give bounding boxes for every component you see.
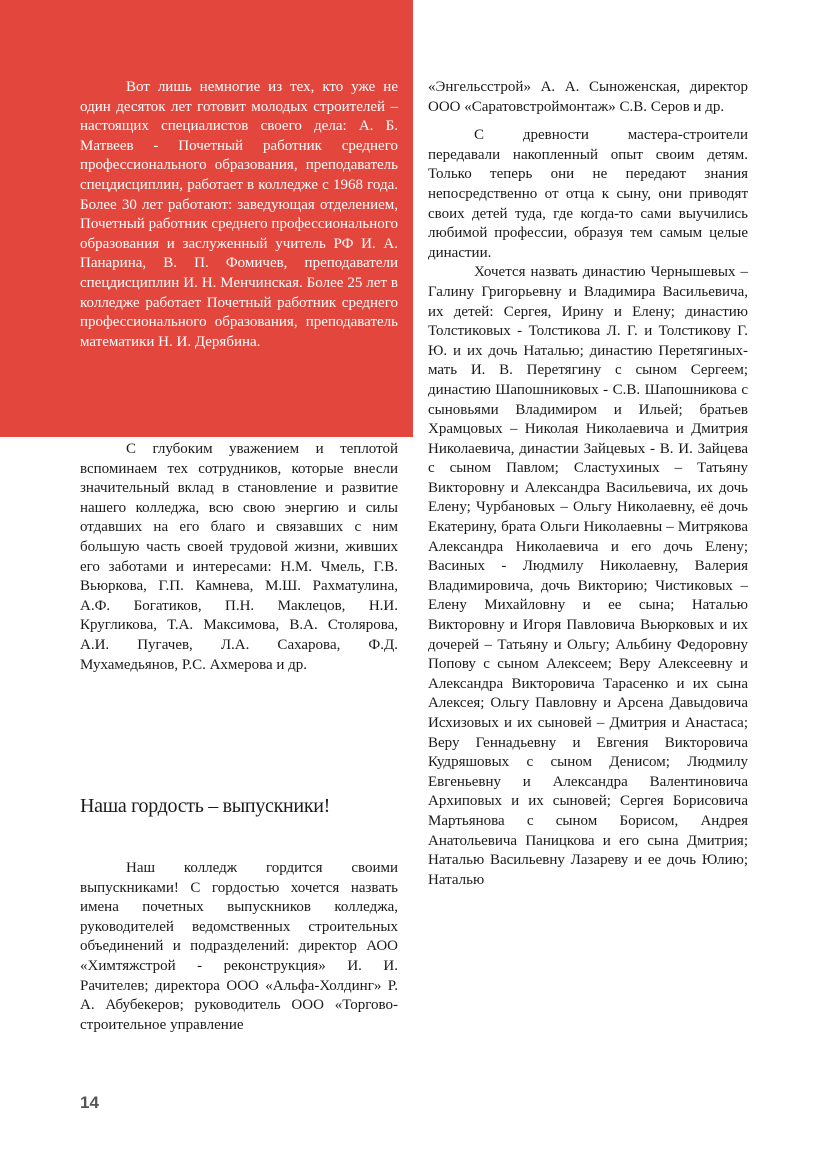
dynasties-paragraph: Хочется назвать династию Чернышевых – Галину Григорьевну и Владимира Васильевича, их детей: Сергея, Ирину и Елену; династию Толстиковых - Толстикова Л. Г. и Толстикову Г. Ю. и их дочь Наталью; династию Перетягиных- мать И. В. Перетягину с сыном Сергеем; династию Шапошниковых - С.В. Шапошникова с сыновьями Владимиром и Ильей; братьев Храмцовых – Николая Николаевича и Дмитрия Николаевича, династии Зайцевых - В. И. Зайцева с сыном Павлом; Сластухиных – Татьяну Викторовну и Александра Васильевича, их дочь Елену; Чурбановых – Ольгу Николаевну, её дочь Екатерину, брата Ольги Николаевны – Митрякова Александра Николаевича и его дочь Елену; Васиных - Людмилу Николаевну, Валерия Владимировича, дочь Викторию; Чистиковых – Елену Михайловну и ее сына; Наталью Викторовну и Игоря Павловича Вьюрковых и их дочерей – Татьяну и Ольгу; Альбину Федоровну Попову с сыном Алексеем; Веру Алексеевну и Александра Викторовича Тарасенко и их сына Алексея; Ольгу Павловну и Арсена Давыдовича Исхизовых и их сыновей – Дмитрия и Анастаса; Веру Геннадьевну и Евгения Викторовича Кудряшовых с сыном Денисом; Людмилу Евгеньевну и Александра Валентиновича Архиповых и их сыновей; Сергея Борисовича Мартьянова с сыном Борисом, Андрея Анатольевича Паницкова и его сына Дмитрия; Наталью Васильевну Лазареву и ее дочь Юлию; Наталью — [428, 264, 748, 888]
section-heading: Наша гордость – выпускники! — [80, 795, 331, 817]
left-column-middle — [80, 440, 398, 675]
right-paragraph-1: «Энгельсстрой» А. А. Сыноженская, директор ООО «Саратовстроймонтаж» С.В. Серов и др. — [428, 79, 748, 115]
left-column-top — [80, 78, 398, 352]
graduates-paragraph: Наш колледж гордится своими выпускниками! С гордостью хочется назвать имена почетных выпускников колледжа, руководителей ведомственных строительных объединений и подразделений: директор АОО «Химтяжстрой - реконструкция» И. И. Рачителев; директора ООО «Альфа-Холдинг» Р. А. Абубекеров; руководитель ООО «Торгово-строительное управление — [80, 860, 398, 1033]
left-column-bottom — [80, 859, 398, 1035]
colleagues-paragraph: С глубоким уважением и теплотой вспоминаем тех сотрудников, которые внесли значительный вклад в становление и развитие нашего колледжа, всю свою энергию и силы отдавших на его благо и связавших с ним большую часть своей трудовой жизни, живших его заботами и интересами: Н.М. Чмель, Г.В. Вьюркова, Г.П. Камнева, М.Ш. Рахматулина, А.Ф. Богатиков, П.Н. Маклецов, Н.И. Кругликова, Т.А. Максимова, В.А. Столярова, А.И. Пугачев, Л.А. Сахарова, Ф.Д. Мухамедьянов, Р.С. Ахмерова и др. — [80, 441, 398, 673]
right-column — [428, 78, 748, 890]
masters-paragraph: Вот лишь немногие из тех, кто уже не один десяток лет готовит молодых строителей – настоящих специалистов своего дела: А. Б. Матвеев - Почетный работник среднего профессионального образования, преподаватель спецдисциплин, работает в колледже с 1968 года. Более 30 лет работают: заведующая отделением, Почетный работник среднего профессионального образования и заслуженный учитель РФ И. А. Панарина, В. П. Фомичев, преподаватели спецдисциплин И. Н. Менчинская. Более 25 лет в колледже работает Почетный работник среднего профессионального образования, преподаватель математики Н. И. Дерябина. — [80, 79, 398, 350]
right-paragraph-2: С древности мастера-строители передавали накопленный опыт своим детям. Только теперь они не передают знания непосредственно от отца к сыну, они приводят своих детей туда, где когда-то сами выучились любимой профессии, образуя тем самым целые династии. — [428, 127, 748, 261]
page-number: 14 — [80, 1093, 99, 1112]
